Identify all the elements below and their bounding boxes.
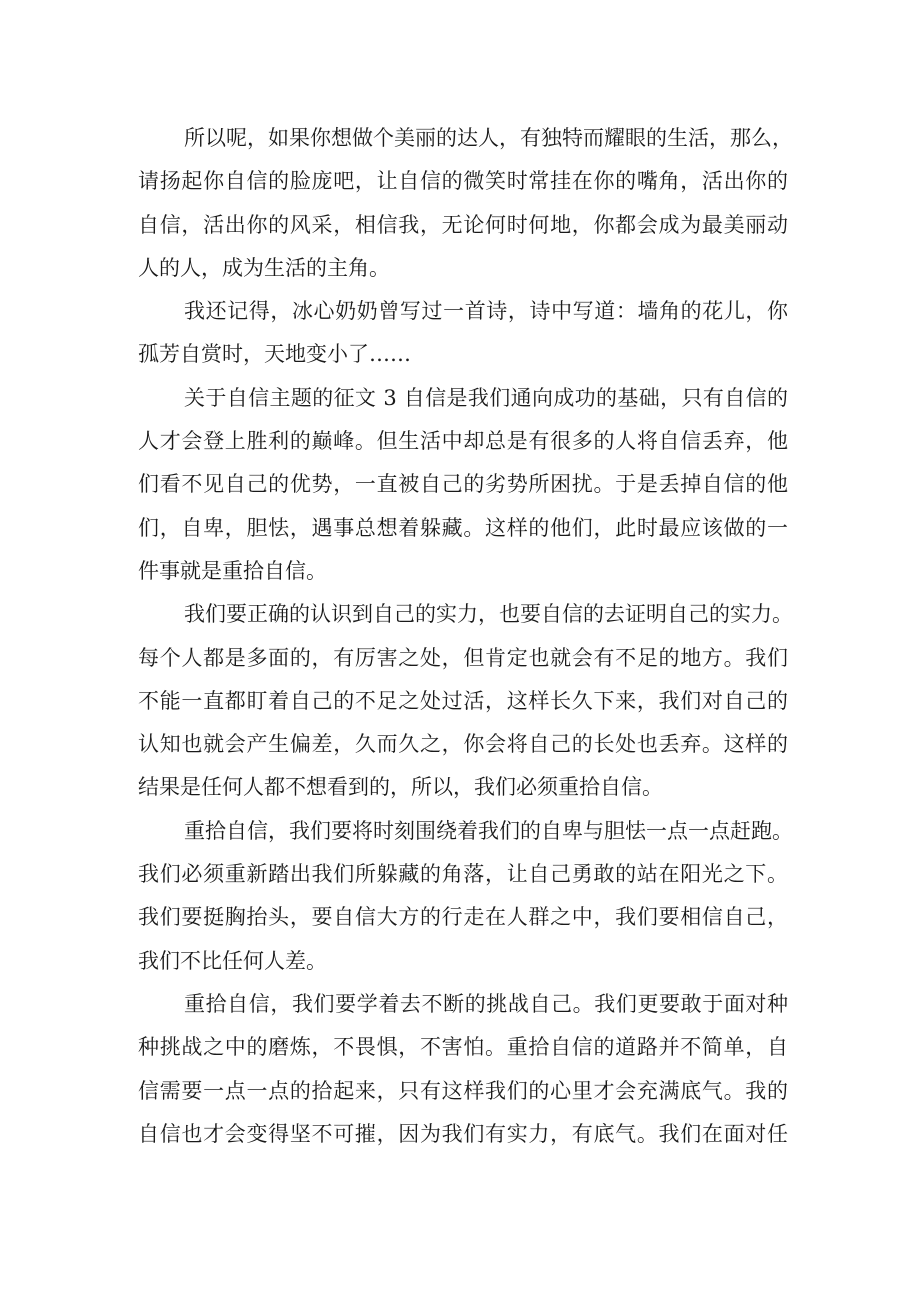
text-line: 我们要挺胸抬头，要自信大方的行走在人群之中，我们要相信自己， — [138, 905, 788, 930]
text-line: 我们要正确的认识到自己的实力，也要自信的去证明自己的实力。 — [184, 602, 793, 627]
text-line: 重拾自信，我们要将时刻围绕着我们的自卑与胆怯一点一点赶跑。 — [184, 818, 793, 843]
text-line: 结果是任何人都不想看到的，所以，我们必须重拾自信。 — [138, 775, 663, 800]
text-line: 件事就是重拾自信。 — [138, 558, 327, 583]
text-line: 所以呢，如果你想做个美丽的达人，有独特而耀眼的生活，那么， — [184, 126, 793, 150]
text-line: 我们不比任何人差。 — [138, 948, 327, 973]
text-line: 我们必须重新踏出我们所躲藏的角落，让自己勇敢的站在阳光之下。 — [138, 862, 788, 887]
text-line: 请扬起你自信的脸庞吧，让自信的微笑时常挂在你的嘴角，活出你的 — [138, 169, 788, 194]
paragraph — [138, 290, 788, 377]
text-line: 信需要一点一点的拾起来，只有这样我们的心里才会充满底气。我的 — [138, 1078, 788, 1103]
text-line: 自信也才会变得坚不可摧，因为我们有实力，有底气。我们在面对任 — [138, 1121, 788, 1146]
paragraph — [138, 983, 788, 1156]
text-line: 人才会登上胜利的巅峰。但生活中却总是有很多的人将自信丢弃，他 — [138, 429, 788, 454]
text-line: 人的人，成为生活的主角。 — [138, 255, 390, 280]
text-line: 种挑战之中的磨炼，不畏惧，不害怕。重拾自信的道路并不简单，自 — [138, 1035, 788, 1060]
text-line: 每个人都是多面的，有厉害之处，但肯定也就会有不足的地方。我们 — [138, 645, 788, 670]
paragraph — [138, 593, 793, 809]
paragraph — [138, 810, 793, 983]
text-line: 不能一直都盯着自己的不足之处过活，这样长久下来，我们对自己的 — [138, 688, 788, 713]
text-line: 们看不见自己的优势，一直被自己的劣势所困扰。于是丢掉自信的他 — [138, 472, 788, 497]
text-line: 孤芳自赏时，天地变小了…… — [138, 342, 411, 367]
paragraph — [138, 377, 788, 593]
text-line: 们，自卑，胆怯，遇事总想着躲藏。这样的他们，此时最应该做的一 — [138, 515, 788, 540]
text-line: 我还记得，冰心奶奶曾写过一首诗，诗中写道：墙角的花儿，你 — [184, 299, 788, 324]
body-text — [138, 117, 793, 1156]
paragraph — [138, 117, 793, 290]
text-line: 关于自信主题的征文 3 自信是我们通向成功的基础，只有自信的 — [184, 385, 788, 410]
text-line: 自信，活出你的风采，相信我，无论何时何地，你都会成为最美丽动 — [138, 212, 788, 237]
text-line: 重拾自信，我们要学着去不断的挑战自己。我们更要敢于面对种 — [184, 991, 788, 1016]
text-line: 认知也就会产生偏差，久而久之，你会将自己的长处也丢弃。这样的 — [138, 732, 788, 757]
